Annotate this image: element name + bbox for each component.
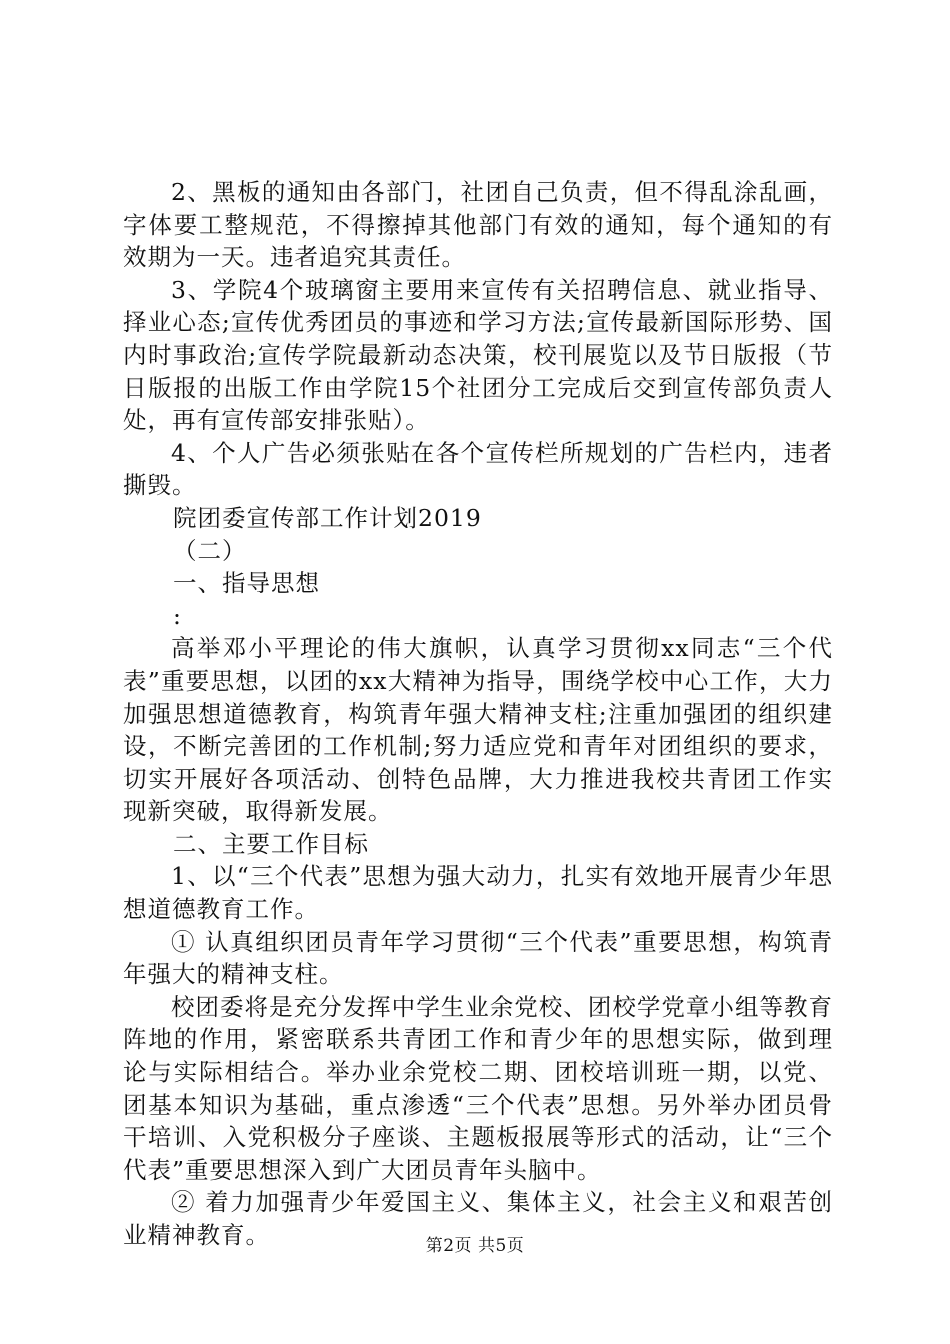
paragraph-party-school: 校团委将是充分发挥中学生业余党校、团校学党章小组等教育阵地的作用，紧密联系共青团工作和青少年的思想实际，做到理论与实际相结合。举办业余党校二期、团校培训班一期，以党、团基本知识为基础，重点渗透“三个代表”思想。另外举办团员骨干培训、入党积极分子座谈、主题板报展等形式的活动，让“三个代表”重要思想深入到广大团员青年头脑中。: [123, 992, 833, 1184]
paragraph-blackboard-rule: 2、黑板的通知由各部门，社团自己负责，但不得乱涂乱画，字体要工整规范，不得擦掉其他部门有效的通知，每个通知的有效期为一天。违者追究其责任。: [123, 178, 833, 272]
section-number: （二）: [173, 536, 247, 565]
paragraph-personal-ads-rule: 4、个人广告必须张贴在各个宣传栏所规划的广告栏内，违者撕毁。: [123, 438, 833, 500]
colon-line: :: [173, 601, 182, 630]
paragraph-goal-1: 1、以“三个代表”思想为强大动力，扎实有效地开展青少年思想道德教育工作。: [123, 862, 833, 924]
heading-guiding-ideology: 一、指导思想: [173, 569, 320, 598]
heading-main-goals: 二、主要工作目标: [173, 829, 369, 858]
paragraph-goal-1-item-1: ① 认真组织团员青年学习贯彻“三个代表”重要思想，构筑青年强大的精神支柱。: [123, 927, 833, 989]
document-title: 院团委宣传部工作计划2019: [173, 503, 482, 532]
page-footer: 第2页 共5页: [425, 1236, 525, 1256]
paragraph-goal-1-item-2: ② 着力加强青少年爱国主义、集体主义，社会主义和艰苦创业精神教育。: [123, 1188, 833, 1249]
paragraph-guiding-ideology: 高举邓小平理论的伟大旗帜，认真学习贯彻xx同志“三个代表”重要思想，以团的xx大精神为指导，围绕学校中心工作，大力加强思想道德教育，构筑青年强大精神支柱;注重加强团的组织建设，不断完善团的工作机制;努力适应党和青年对团组织的要求，切实开展好各项活动、创特色品牌，大力推进我校共青团工作实现新突破，取得新发展。: [123, 634, 833, 826]
document-body: [123, 176, 833, 1252]
paragraph-glass-window-rule: 3、学院4个玻璃窗主要用来宣传有关招聘信息、就业指导、择业心态;宣传优秀团员的事迹和学习方法;宣传最新国际形势、国内时事政治;宣传学院最新动态决策，校刊展览以及节日版报（节日版报的出版工作由学院15个社团分工完成后交到宣传部负责人处，再有宣传部安排张贴）。: [123, 275, 833, 435]
